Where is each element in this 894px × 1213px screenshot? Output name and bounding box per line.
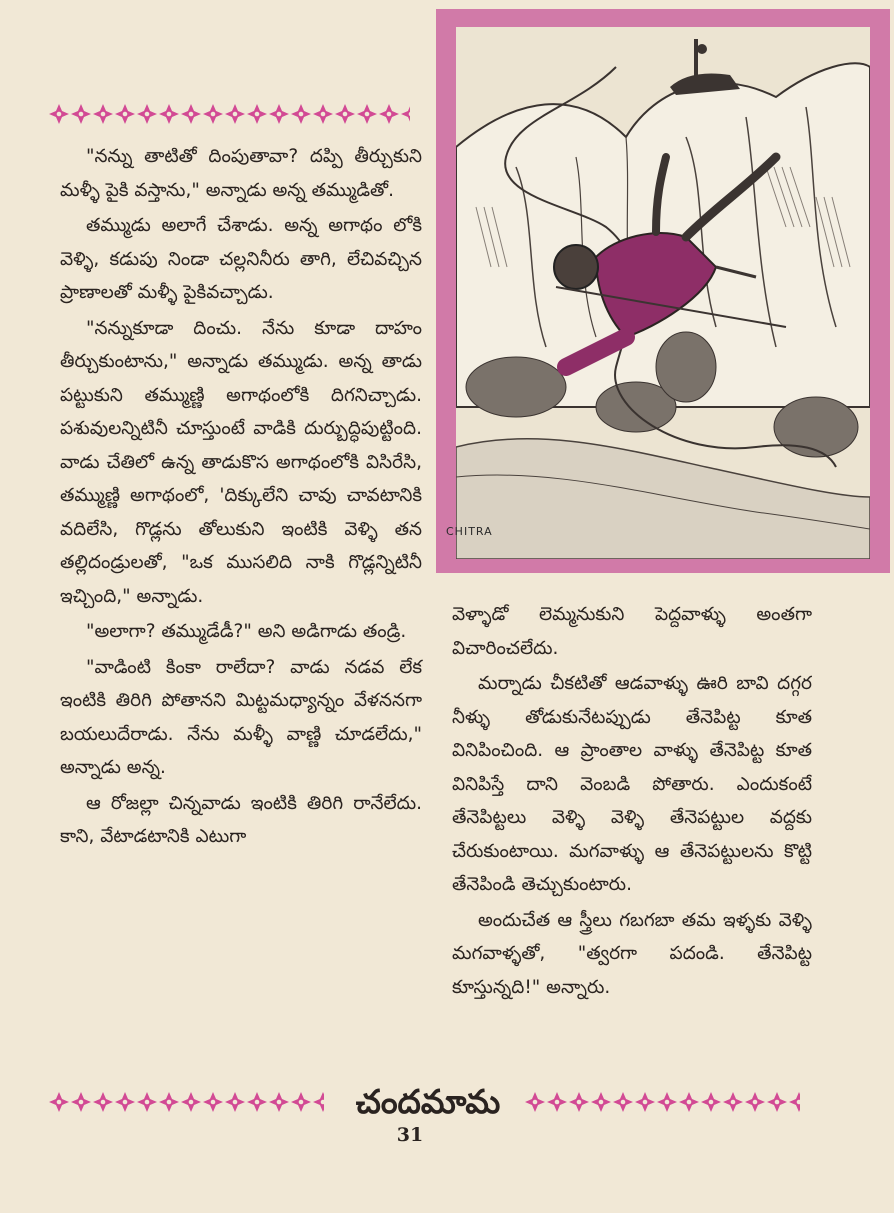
right-text-column xyxy=(452,598,812,1006)
top-ornament-border xyxy=(48,100,410,128)
footer-ornament-left xyxy=(48,1088,324,1116)
left-text-column xyxy=(60,140,422,856)
paragraph: ఆ రోజల్లా చిన్నవాడు ఇంటికి తిరిగి రానేలేదు. కాని, వేటాడటానికి ఎటుగా xyxy=(60,792,422,847)
magazine-title: చందమామ xyxy=(355,1082,501,1121)
footer-ornament-right xyxy=(524,1088,800,1116)
page-number: 31 xyxy=(396,1124,424,1146)
artist-signature: CHITRA xyxy=(446,525,493,538)
paragraph: "వాడింటి కింకా రాలేదా? వాడు నడవ లేక ఇంటికి తిరిగి పోతానని మిట్టమధ్యాన్నం వేళననగా బయలుదేరాడు. నేను మళ్ళీ వాణ్ణి చూడలేదు," అన్నాడు అన్న. xyxy=(60,656,422,778)
ornament-pattern xyxy=(524,1088,800,1116)
paragraph: "నన్ను తాటితో దింపుతావా? దప్పి తీర్చుకుని మళ్ళీ పైకి వస్తాను," అన్నాడు అన్న తమ్ముడితో. xyxy=(60,146,422,201)
ornament-pattern xyxy=(48,100,410,128)
story-illustration xyxy=(436,9,890,573)
paragraph: మర్నాడు చీకటితో ఆడవాళ్ళు ఊరి బావి దగ్గర నీళ్ళు తోడుకునేటప్పుడు తేనెపిట్ట కూత వినిపించింది. ఆ ప్రాంతాల వాళ్ళు తేనెపిట్ట కూత వినిపిస్తే దాని వెంబడి పోతారు. ఎందుకంటే తేనెపిట్టలు వెళ్ళి వెళ్ళి తేనెపట్టుల వద్దకు చేరుకుంటాయి. మగవాళ్ళు ఆ తేనెపట్టులను కొట్టి తేనెపిండి తెచ్చుకుంటారు. xyxy=(452,673,812,895)
paragraph: "అలాగా? తమ్ముడేడీ?" అని అడిగాడు తండ్రి. xyxy=(86,621,407,642)
paragraph: తమ్ముడు అలాగే చేశాడు. అన్న అగాథం లోకి వెళ్ళి, కడుపు నిండా చల్లనినీరు తాగి, లేచివచ్చిన ప్రాణాలతో మళ్ళీ పైకివచ్చాడు. xyxy=(60,215,422,303)
paragraph: అందుచేత ఆ స్త్రీలు గబగబా తమ ఇళ్ళకు వెళ్ళి మగవాళ్ళతో, "త్వరగా పదండి. తేనెపిట్ట కూస్తున్నది!" అన్నారు. xyxy=(452,909,812,998)
ornament-pattern xyxy=(48,1088,324,1116)
falling-man-cliff-illustration-icon xyxy=(456,27,870,559)
paragraph: వెళ్ళాడో లెమ్మనుకుని పెద్దవాళ్ళు అంతగా విచారించలేదు. xyxy=(452,604,812,659)
paragraph: "నన్నుకూడా దించు. నేను కూడా దాహం తీర్చుకుంటాను," అన్నాడు తమ్ముడు. అన్న తాడు పట్టుకుని తమ్ముణ్ణి అగాథంలోకి దిగనిచ్చాడు. పశువులన్నిటినీ చూస్తుంటే వాడికి దుర్బుద్ధిపుట్టింది. వాడు చేతిలో ఉన్న తాడుకొస అగాథంలోకి విసిరేసి, తమ్ముణ్ణి అగాథంలో, 'దిక్కులేని చావు చావటానికి వదిలేసి, గొడ్లను తోలుకుని ఇంటికి వెళ్ళి తన తల్లిదండ్రులతో, "ఒక ముసలిది నాకి గొడ్లన్నిటినీ ఇచ్చింది," అన్నాడు. xyxy=(60,317,422,607)
